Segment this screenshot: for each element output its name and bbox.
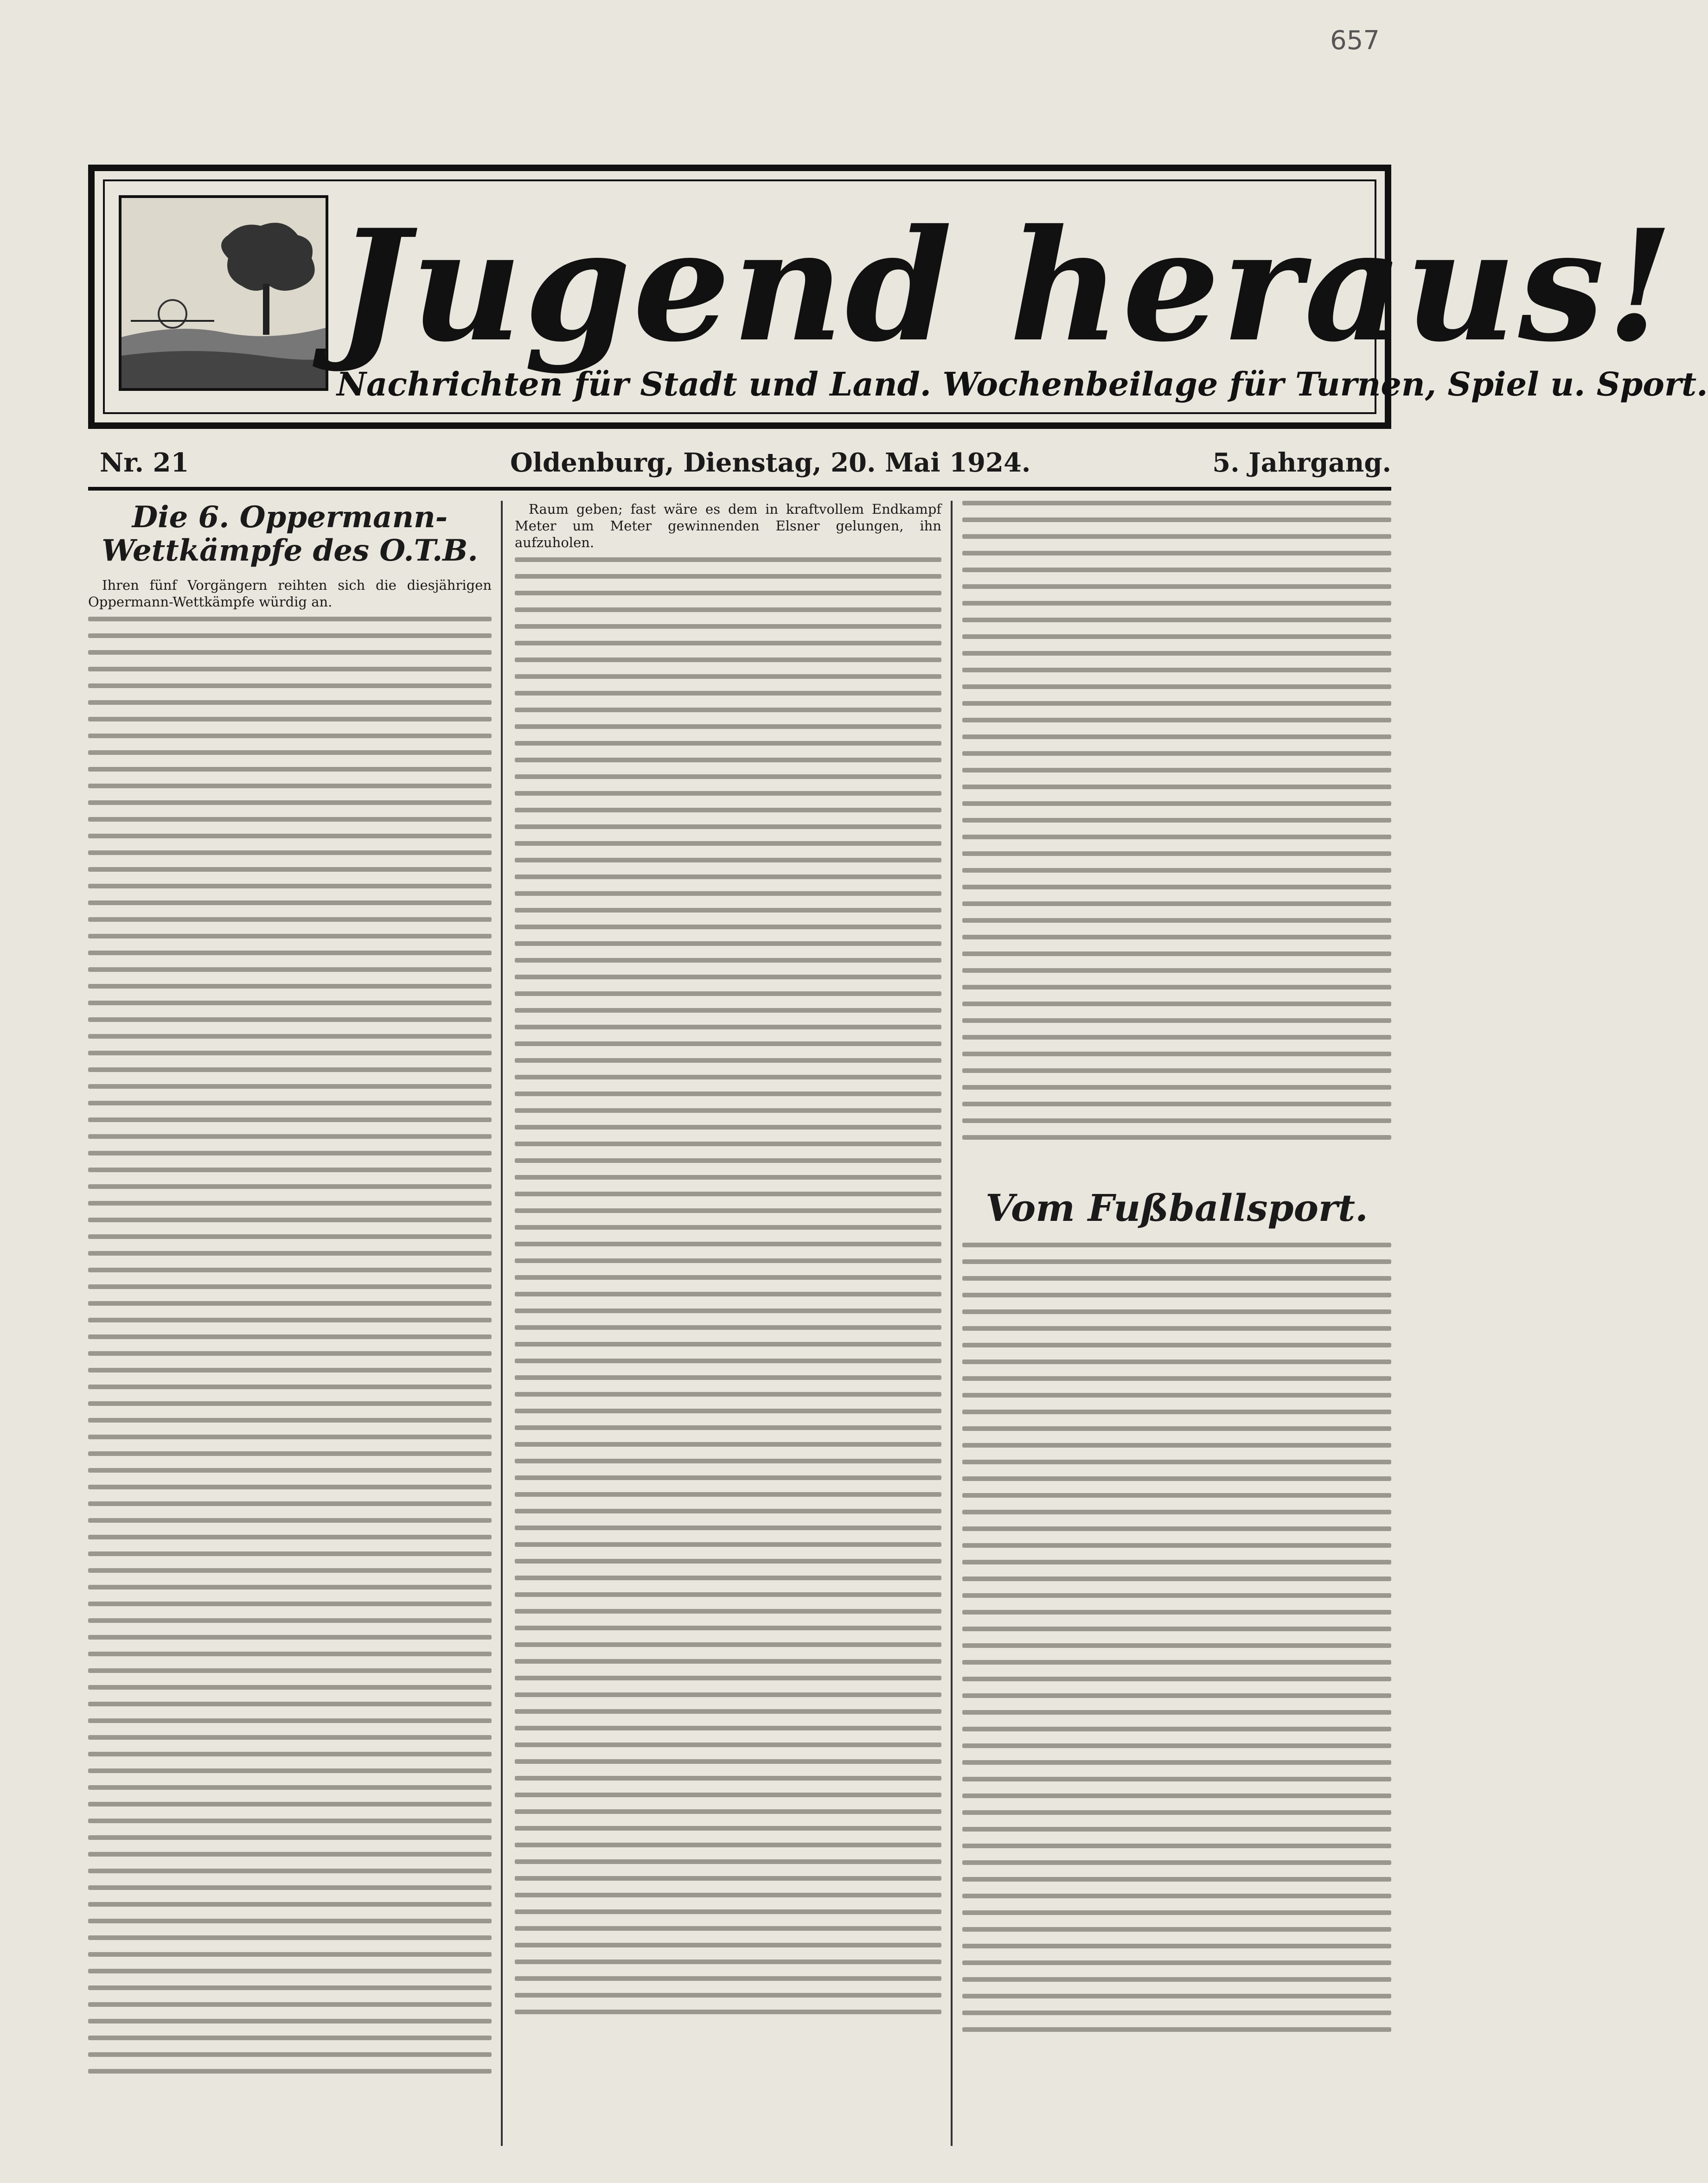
illegible-text-block	[515, 557, 941, 2014]
dateline-rule	[88, 487, 1391, 491]
article-headline: Die 6. Oppermann-Wettkämpfe des O.T.B.	[102, 500, 478, 568]
article-paragraph: Ihren fünf Vorgängern reihten sich die diesjährigen Oppermann-Wettkämpfe würdig an.	[88, 577, 492, 610]
masthead-vignette-image	[119, 195, 328, 391]
volume: 5. Jahrgang.	[1212, 447, 1391, 478]
issue-number: Nr. 21	[100, 447, 189, 478]
column-3	[962, 501, 1391, 1173]
masthead	[88, 165, 1708, 429]
issue-date: Oldenburg, Dienstag, 20. Mai 1924.	[510, 447, 1031, 478]
column-divider	[951, 501, 953, 2146]
column-divider	[501, 501, 503, 2146]
column-1	[88, 501, 492, 2146]
masthead-title: Jugend heraus!	[337, 196, 1676, 376]
column-2	[515, 501, 941, 2146]
article-paragraph: Raum geben; fast wäre es dem in kraftvollem Endkampf Meter um Meter gewinnenden Elsner gelungen, ihn aufzuholen.	[515, 501, 941, 550]
page-number: 657	[1330, 26, 1380, 56]
sport-headline: Vom Fußballsport.	[985, 1186, 1368, 1230]
dateline	[93, 447, 1391, 480]
illegible-text-block	[88, 617, 492, 2074]
illegible-text-block	[962, 501, 1391, 1140]
masthead-subtitle: Nachrichten für Stadt und Land. Wochenbeilage für Turnen, Spiel u. Sport.	[337, 365, 1708, 403]
illegible-text-block	[962, 1243, 1391, 2146]
